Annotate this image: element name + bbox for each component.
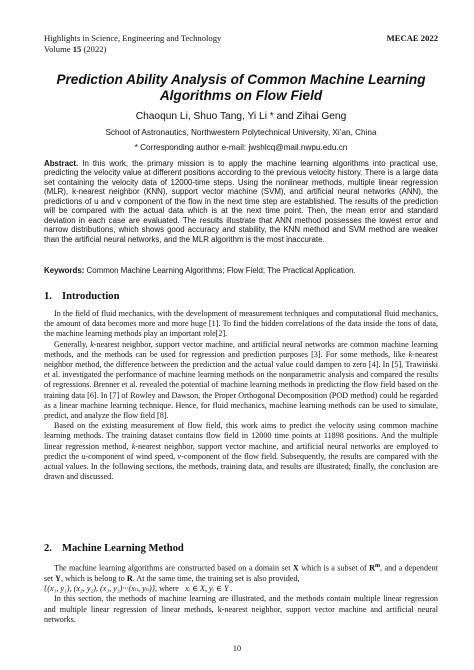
text-run: , which is belong to (60, 573, 127, 583)
text-run: -nearest neighbor method, the difference between the prediction and the actual value could dampen to zero [4]. In [5], Trawiński et al. investigated the performance of machine learning methods on the nonparametric analysis and compared the results of regressions. Brenner et al. revealed the potential of machine learning methods in predicting the flow field based on the training data [6]. In [7] of Rowley and Dawson, the Proper Orthogonal Decomposition (POD method) could be regarded as a linear machine learning technique. Hence, for fluid mechanics, machine learning methods can be used to simulate, predict, and analyze the flow field [8]. (44, 349, 438, 421)
keywords-text: Common Machine Learning Algorithms; Flow Field; The Practical Application. (86, 266, 356, 275)
italic-k: k (408, 349, 413, 359)
text-run: . At the same time, the training set is also provided, (132, 573, 300, 583)
section-title: Introduction (62, 291, 120, 302)
introduction-body (44, 309, 438, 482)
section-heading-introduction (44, 291, 120, 303)
intro-paragraph-3 (44, 421, 438, 482)
italic-k: k (131, 441, 136, 451)
abstract-text: In this work, the primary mission is to apply the machine learning algorithms into practical use, predicting the velocity value at different positions according to the previous velocity history. There is a large data set containing the velocity data of 12000-time steps. Using the nonlinear methods, multiple linear regression (MLR), k-nearest neighbor (KNN), support vector machine (SVM), and artificial neural networks (ANN), the predictions of u and v component of the flow in the next time step are established. The results of the prediction will be compared with the actual data which is at the next time point. Then, the mean error and standard deviation in each case are evaluated. The results illustrate that ANN method possesses the lowest error and narrow distributions, which shows good accuracy and stability, the KNN method and SVM method are weaker than the artificial neural networks, and the MLR algorithm is the most inaccurate. (44, 159, 438, 244)
symbol-X: X (292, 563, 299, 573)
ml-paragraph-1 (44, 561, 438, 584)
italic-v: v (177, 451, 182, 461)
machine-learning-body (44, 561, 438, 625)
section-number: 2. (44, 543, 52, 554)
keywords (44, 266, 438, 275)
corresponding-author: * Corresponding author e-mail: jwshlcq@mail.nwpu.edu.cn (134, 143, 348, 152)
journal-name: Highlights in Science, Engineering and Technology (44, 33, 222, 43)
section-number: 1. (44, 291, 52, 302)
text-run: -nearest neighbor, support vector machine, and artificial neural networks are employed to predict the (44, 441, 439, 461)
section-title: Machine Learning Method (62, 543, 184, 554)
intro-paragraph-2 (44, 340, 438, 422)
symbol-R: R (126, 573, 133, 583)
symbol-R: R (369, 563, 376, 573)
section-heading-machine-learning (44, 543, 184, 555)
page-number: 10 (232, 644, 242, 653)
superscript-m: m (375, 563, 381, 569)
ml-paragraph-2: In this section, the methods of machine learning are illustrated, and the methods contain multiple linear regression and multiple linear regression of linear methods, k-nearest neighbor, support vector machine and artificial neural networks. (44, 594, 438, 624)
text-run: which is a subset of (298, 563, 370, 573)
intro-paragraph-1: In the field of fluid mechanics, with the development of measurement techniques and computational fluid mechanics, the amount of data becomes more and more huge [1]. To find the hidden correlations of the data inside the tons of data, the machine learning methods play an important role[2]. (44, 309, 438, 339)
italic-k: k (90, 339, 94, 349)
abstract-label: Abstract. (44, 159, 79, 168)
symbol-Y: Y (55, 573, 61, 583)
text-run: The machine learning algorithms are constructed based on a domain set (54, 563, 293, 573)
paper-title: Prediction Ability Analysis of Common Machine Learning Algorithms on Flow Field (56, 72, 426, 103)
text-run: -component of the flow field. Subsequently, the results are compared with the actual values. In the following sections, the methods, training data, and results are illustrated; finally, the conclusion are drawn and discussed. (44, 451, 439, 482)
conference-name: MECAE 2022 (386, 33, 438, 43)
training-set-formula-line (44, 584, 438, 594)
text-run: Generally, (54, 339, 91, 349)
italic-u: u (81, 451, 86, 461)
abstract (44, 159, 438, 244)
text-run: -component of wind speed, (85, 451, 178, 461)
text-run: , and a dependent set (44, 563, 438, 583)
volume-number: 15 (72, 43, 82, 54)
author-list: Chaoqun Li, Shuo Tang, Yi Li * and Zihai Geng (135, 111, 347, 122)
volume-label: Volume (44, 43, 71, 54)
volume-year: (2022) (83, 43, 107, 54)
membership-condition: xᵢ ∈ X, yᵢ ∈ Y . (185, 584, 233, 594)
keywords-label: Keywords: (44, 266, 85, 275)
affiliation: School of Astronautics, Northwestern Polytechnical University, Xi’an, China (105, 128, 377, 137)
training-set-formula: {(x₁, y₁), (x₂, y₂), (x₃, y₃)···(xₙ, yₙ)} (44, 584, 155, 594)
volume-info (44, 44, 106, 55)
text-run: Based on the existing measurement of flow field, this work aims to predict the velocity using common machine learning methods. The training dataset contains flow field in 12000 time points at 11898 positions. And the multiple linear regression method, (44, 421, 438, 451)
text-run: , where (155, 584, 179, 594)
text-run: -nearest neighbor, support vector machine, and artificial neural networks are common machine learning methods, and the methods can be used for regression and prediction purposes [3]. For some methods, like (44, 339, 438, 359)
